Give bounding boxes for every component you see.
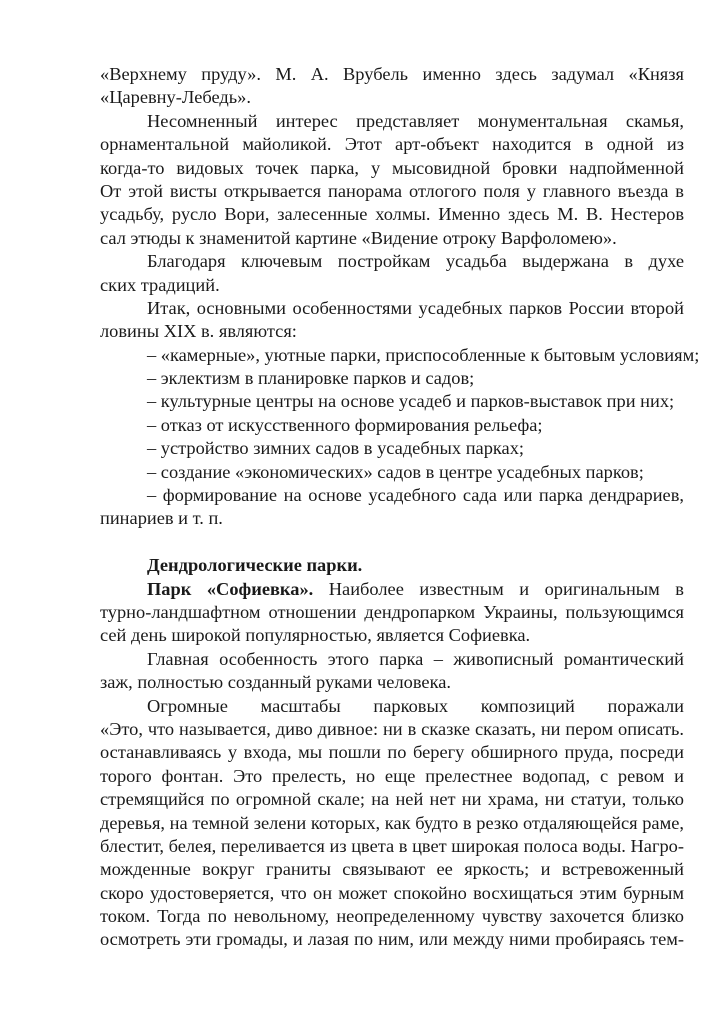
list-item: – эклектизм в планировке парков и садов; [147, 368, 475, 389]
paragraph-line: Благодаря ключевым постройкам усадьба выдержана в духе [147, 251, 684, 272]
list-item: – «камерные», уютные парки, приспособленные к бытовым условиям; [147, 344, 700, 365]
list-item: – устройство зимних садов в усадебных парках; [147, 438, 525, 459]
section-heading: Дендрологические парки. [147, 555, 363, 576]
paragraph-line: турно-ландшафтном отношении дендропарком Украины, пользующимся [100, 601, 684, 622]
paragraph-line: стремящийся по огромной скале; на ней нет ни храма, ни статуи, только [100, 789, 684, 810]
paragraph-line: «Это, что называется, диво дивное: ни в сказке сказать, ни пером описать. [100, 718, 684, 739]
paragraph-line: останавливаясь у входа, мы пошли по берегу обширного пруда, посреди [100, 742, 684, 763]
list-item: – формирование на основе усадебного сада или парка дендрариев, [147, 485, 684, 506]
paragraph-line: Итак, основными особенностями усадебных парков России второй [147, 297, 684, 318]
paragraph-line: «Царевну-Лебедь». [100, 87, 251, 108]
paragraph-line: деревья, на темной зелени которых, как будто в резко отдаляющейся раме, [100, 812, 684, 833]
spacer [100, 531, 684, 554]
paragraph-line: сей день широкой популярностью, является Софиевка. [100, 625, 531, 646]
paragraph-line: Главная особенность этого парка – живописный романтический [147, 648, 684, 669]
list-item: – создание «экономических» садов в центре усадебных парков; [147, 461, 644, 482]
paragraph-line: скоро удостоверяется, что он может спокойно восхищаться этим бурным [100, 882, 684, 903]
paragraph-line: «Верхнему пруду». М. А. Врубель именно здесь задумал «Князя [100, 64, 684, 84]
list-item: – отказ от искусственного формирования рельефа; [147, 414, 543, 435]
paragraph-line: осмотреть эти громады, и лазая по ним, или между ними пробираясь тем- [100, 929, 684, 950]
paragraph-line: когда-то видовых точек парка, у мысовидной бровки надпойменной [100, 157, 684, 178]
paragraph-line: можденные вокруг граниты связывают ее яркость; и встревоженный [100, 859, 684, 880]
paragraph-line: заж, полностью созданный руками человека. [100, 672, 451, 693]
paragraph-line: ских традиций. [100, 274, 220, 295]
paragraph-line: блестит, белея, переливается из цвета в цвет широкая полоса воды. Нагро- [100, 835, 684, 856]
list-item: пинариев и т. п. [100, 508, 223, 529]
paragraph-line: Огромные масштабы парковых композиций поражали [147, 695, 684, 716]
list-item: – культурные центры на основе усадеб и парков-выставок при них; [147, 391, 675, 412]
paragraph-line: орнаментальной майоликой. Этот арт-объект находится в одной из [100, 134, 684, 155]
paragraph-line: ловины XIX в. являются: [100, 321, 297, 342]
paragraph-text: Наиболее известным и оригинальным в [328, 578, 684, 599]
paragraph-line: усадьбу, русло Вори, залесенные холмы. Именно здесь М. В. Нестеров [100, 204, 684, 225]
document-page [100, 63, 700, 952]
subsection-title: Парк «Софиевка». [147, 578, 314, 599]
paragraph-line: торого фонтан. Это прелесть, но еще прелестнее водопад, с ревом и [100, 765, 684, 786]
paragraph-line: Несомненный интерес представляет монументальная скамья, [147, 110, 684, 131]
paragraph-line [100, 578, 684, 601]
paragraph-line: сал этюды к знаменитой картине «Видение отроку Варфоломею». [100, 227, 617, 248]
paragraph-line: От этой висты открывается панорама отлогого поля у главного въезда в [100, 180, 684, 201]
paragraph-line: током. Тогда по невольному, неопределенному чувству захочется близко [100, 906, 684, 927]
